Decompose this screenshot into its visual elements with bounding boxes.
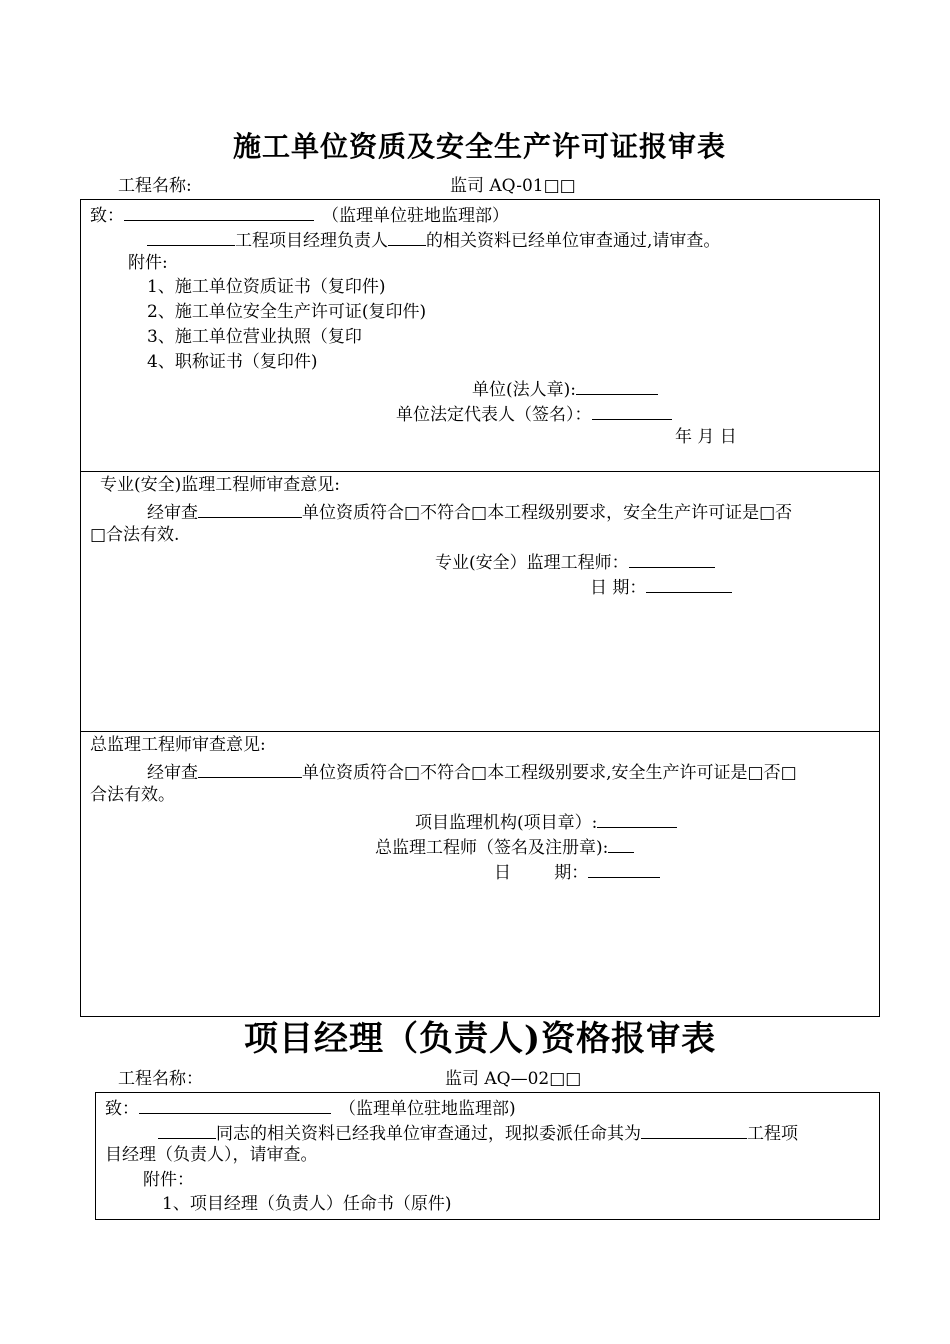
form1-date-ymd: 年 月 日 [675,427,737,447]
form1-legal-rep-line [396,402,672,425]
form1-unit-seal-blank[interactable] [576,377,658,395]
form1-chief-review-b: 单位资质符合□不符合□本工程级别要求,安全生产许可证是□否□ [302,763,797,783]
form1-code: 监司 AQ-01□□ [450,176,576,196]
form1-chief-review-c: 合法有效。 [90,785,175,805]
form1-unit-seal-label: 单位(法人章): [472,380,576,400]
form2-to-line [105,1096,516,1119]
form1-chief-org-line [415,810,677,833]
form1-unit-seal-line [472,377,658,400]
form2-attachments-label: 附件： [143,1170,194,1190]
form1-specialist-review [147,500,792,523]
form1-attachment-item: 4、职称证书（复印件) [147,352,318,372]
form1-to-suffix: （监理单位驻地监理部） [322,206,509,226]
form2-project-blank[interactable] [641,1121,747,1139]
form1-attachments-label: 附件: [128,253,168,273]
form1-specialist-date-label: 日 期： [590,578,647,598]
form1-specialist-date-blank[interactable] [646,575,732,593]
form1-specialist-review-a: 经审查 [147,503,198,523]
form1-specialist-review-c: □合法有效. [90,525,180,545]
form1-chief-date-label: 日 期： [494,863,589,883]
form2-code: 监司 AQ—02□□ [445,1069,582,1089]
form1-submit-end: 的相关资料已经单位审查通过,请审查。 [426,231,721,251]
form1-specialist-sign-blank[interactable] [629,550,715,568]
form1-specialist-title: 专业(安全)监理工程师审查意见: [100,475,340,495]
form1-manager-blank[interactable] [388,228,426,246]
form1-chief-date-blank[interactable] [588,860,660,878]
form2-to-suffix: （监理单位驻地监理部) [339,1099,516,1119]
form1-chief-title: 总监理工程师审查意见: [90,735,266,755]
form1-submit-line [147,228,720,251]
form1-chief-review [147,760,797,783]
form2-line-end: 工程项 [747,1124,798,1144]
form1-legal-rep-label: 单位法定代表人（签名）： [396,405,592,425]
form1-row-divider-1 [80,471,880,472]
form2-to-label: 致： [105,1099,139,1119]
form2-title: 项目经理（负责人)资格报审表 [244,1019,717,1059]
form1-chief-org-blank[interactable] [597,810,677,828]
form1-title: 施工单位资质及安全生产许可证报审表 [233,130,727,163]
form1-attachment-item: 2、施工单位安全生产许可证(复印件) [147,302,427,322]
form2-person-blank[interactable] [158,1121,216,1139]
form1-submit-mid: 工程项目经理负责人 [235,231,388,251]
form1-unit-blank[interactable] [147,228,235,246]
form2-appoint-line [158,1121,798,1144]
form2-to-blank[interactable] [139,1096,331,1114]
form2-line-mid: 同志的相关资料已经我单位审查通过，现拟委派任命其为 [216,1124,641,1144]
form1-specialist-date-line [590,575,732,598]
form1-chief-unit-blank[interactable] [198,760,302,778]
form1-to-blank[interactable] [124,203,314,221]
form1-specialist-review-b: 单位资质符合□不符合□本工程级别要求，安全生产许可证是□否 [302,503,793,523]
form1-to-line [90,203,509,226]
form1-to-label: 致： [90,206,124,226]
form1-specialist-sign-line [435,550,715,573]
form1-specialist-unit-blank[interactable] [198,500,302,518]
form1-specialist-sign-label: 专业(安全）监理工程师： [435,553,629,573]
form1-legal-rep-blank[interactable] [592,402,672,420]
form1-chief-org-label: 项目监理机构(项目章）: [415,813,598,833]
form2-attachment-item: 1、项目经理（负责人）任命书（原件) [162,1194,452,1214]
form1-row-divider-2 [80,731,880,732]
form1-chief-date-line [494,860,660,883]
form1-chief-sign-line [375,835,634,858]
form1-chief-sign-label: 总监理工程师（签名及注册章): [375,838,609,858]
form1-attachment-item: 3、施工单位营业执照（复印 [147,327,362,347]
form2-line2: 目经理（负责人），请审查。 [105,1145,318,1165]
form2-project-label: 工程名称： [118,1069,203,1089]
form1-project-label: 工程名称: [118,176,192,196]
form1-chief-review-a: 经审查 [147,763,198,783]
form1-chief-sign-blank[interactable] [608,835,634,853]
form1-attachment-item: 1、施工单位资质证书（复印件) [147,277,386,297]
